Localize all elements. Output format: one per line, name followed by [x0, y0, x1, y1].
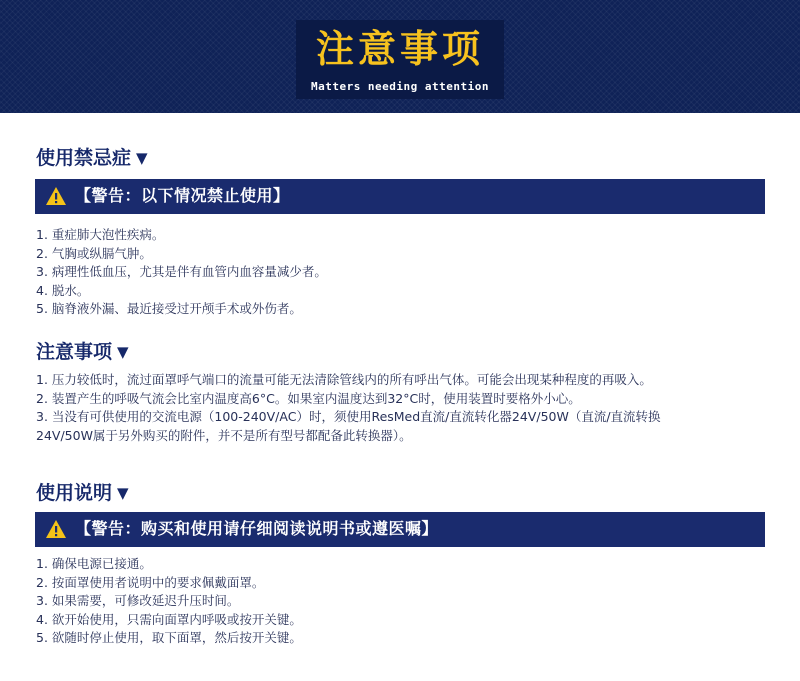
section-title-text: 使用禁忌症	[36, 147, 132, 169]
section-title-text: 注意事项	[36, 341, 113, 363]
warning-icon	[45, 519, 67, 539]
list-item: 5. 欲随时停止使用，取下面罩，然后按开关键。	[36, 630, 302, 646]
list-item: 2. 按面罩使用者说明中的要求佩戴面罩。	[36, 574, 265, 590]
instructions-list	[36, 555, 302, 648]
list-item: 3. 病理性低血压，尤其是伴有血管内血容量减少者。	[36, 264, 327, 280]
list-item: 2. 装置产生的呼吸气流会比室内温度高6°C。如果室内温度达到32°C时，使用装置时要格外小心。	[36, 390, 581, 406]
warning-text: 【警告：购买和使用请仔细阅读说明书或遵医嘱】	[75, 519, 439, 538]
section-title-text: 使用说明	[36, 482, 113, 504]
triangle-down-icon: ▼	[117, 343, 129, 361]
section-title-contraindications	[36, 146, 148, 171]
list-item: 2. 气胸或纵膈气肿。	[36, 245, 152, 261]
warning-text: 【警告：以下情况禁止使用】	[75, 186, 290, 205]
list-item: 3. 如果需要，可修改延迟升压时间。	[36, 593, 240, 609]
triangle-down-icon: ▼	[136, 149, 148, 167]
list-item: 4. 脱水。	[36, 282, 90, 298]
section-title-precautions	[36, 340, 129, 365]
list-item: 5. 脑脊液外漏、最近接受过开颅手术或外伤者。	[36, 301, 302, 317]
warning-icon	[45, 186, 67, 206]
warning-bar-instructions	[35, 512, 765, 547]
page-title: 注意事项	[315, 27, 484, 71]
page-subtitle: Matters needing attention	[310, 80, 490, 93]
contraindications-list	[36, 226, 327, 319]
page-header	[0, 0, 800, 113]
section-title-instructions	[36, 481, 129, 506]
list-item: 1. 压力较低时，流过面罩呼气端口的流量可能无法清除管线内的所有呼出气体。可能会出现某种程度的再吸入。	[36, 372, 652, 387]
list-item: 1. 重症肺大泡性疾病。	[36, 227, 165, 242]
triangle-down-icon: ▼	[117, 484, 129, 502]
list-item: 3. 当没有可供使用的交流电源（100-240V/AC）时，须使用ResMed直流/直流转化器24V/50W（直流/直流转换24V/50W属于另外购买的附件，并不是所有型号都配备此转换器）。	[36, 409, 661, 443]
list-item: 1. 确保电源已接通。	[36, 556, 152, 571]
warning-bar-contraindications	[35, 179, 765, 214]
precautions-list	[36, 371, 696, 445]
list-item: 4. 欲开始使用，只需向面罩内呼吸或按开关键。	[36, 611, 302, 627]
